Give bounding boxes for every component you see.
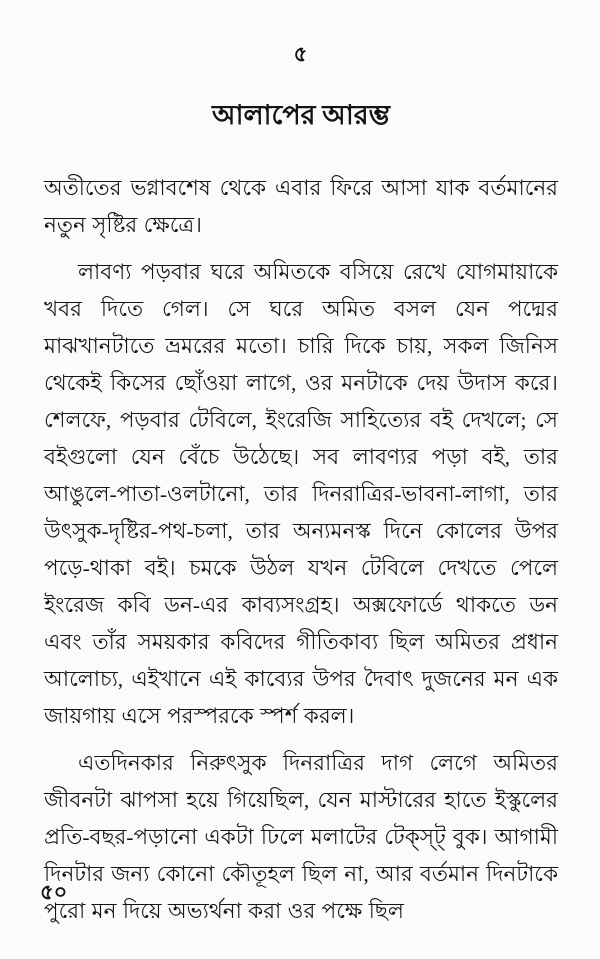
chapter-title: আলাপের আরম্ভ: [212, 100, 390, 130]
paragraph-2: লাবণ্য পড়বার ঘরে অমিতকে বসিয়ে রেখে যোগমায়াকে খবর দিতে গেল। সে ঘরে অমিত বসল যেন পদ্মের মাঝখানটাতে ভ্রমরের মতো। চারি দিকে চায়, সকল জিনিস থেকেই কিসের ছোঁওয়া লাগে, ওর মনটাকে দেয় উদাস করে। শেলফে, পড়বার টেবিলে, ইংরেজি সাহিত্যের বই দেখলে; সে বইগুলো যেন বেঁচে উঠেছে। সব লাবণ্যর পড়া বই, তার আঙুলে-পাতা-ওলটানো, তার দিনরাত্রির-ভাবনা-লাগা, তার উৎসুক-দৃষ্টির-পথ-চলা, তার অন্যমনস্ক দিনে কোলের উপর পড়ে-থাকা বই। চমকে উঠল যখন টেবিলে দেখতে পেলে ইংরেজ কবি ডন-এর কাব্যসংগ্রহ। অক্সফোর্ডে থাকতে ডন এবং তাঁর সময়কার কবিদের গীতিকাব্য ছিল অমিতর প্রধান আলোচ্য, এইখানে এই কাব্যের উপর দৈবাৎ দুজনের মন এক জায়গায় এসে পরস্পরকে স্পর্শ করল।: [44, 260, 558, 728]
paragraph-3: এতদিনকার নিরুৎসুক দিনরাত্রির দাগ লেগে অমিতর জীবনটা ঝাপসা হয়ে গিয়েছিল, যেন মাস্টারের হাতে ইস্কুলের প্রতি-বছর-পড়ানো একটা ঢিলে মলাটের টেক্স্ট্‌ বুক। আগামী দিনটার জন্য কোনো কৌতূহল ছিল না, আর বর্তমান দিনটাকে পুরো মন দিয়ে অভ্যর্থনা করা ওর পক্ষে ছিল: [44, 751, 558, 923]
page-number-bottom: ৫০: [40, 880, 68, 904]
body-text: [44, 170, 558, 930]
paragraph-1: অতীতের ভগ্নাবশেষ থেকে এবার ফিরে আসা যাক বর্তমানের নতুন সৃষ্টির ক্ষেত্রে।: [44, 176, 558, 237]
page-number-top: ৫: [293, 42, 309, 66]
